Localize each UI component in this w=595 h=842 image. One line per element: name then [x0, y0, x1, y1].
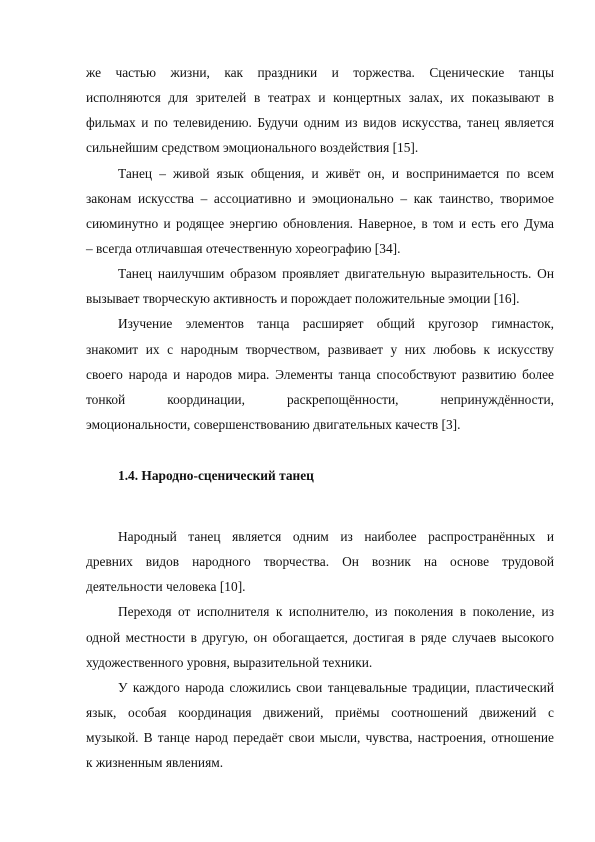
text-line: знакомит их с народным творчеством, развивает у них любовь к искусству	[86, 341, 554, 357]
text-line: вызывает творческую активность и порождает положительные эмоции [16].	[86, 291, 520, 307]
text-line: Переходя от исполнителя к исполнителю, из поколения в поколение, из	[118, 604, 554, 620]
text-line: тонкой координации, раскрепощённости, непринуждённости,	[86, 391, 554, 407]
text-line: законам искусства – ассоциативно и эмоционально – как таинство, творимое	[86, 190, 554, 206]
text-line: – всегда отличавшая отечественную хореографию [34].	[86, 240, 401, 256]
text-line: Танец – живой язык общения, и живёт он, и воспринимается по всем	[118, 165, 554, 181]
text-line: древних видов народного творчества. Он возник на основе трудовой	[86, 554, 554, 570]
text-line: сиюминутно и родящее энергию обновления. Наверное, в том и есть его Дума	[86, 215, 554, 231]
body-text-bottom	[86, 524, 554, 775]
text-line: У каждого народа сложились свои танцевальные традиции, пластический	[118, 679, 554, 695]
text-line: Народный танец является одним из наиболее распространённых и	[118, 529, 554, 544]
text-line: исполняются для зрителей в театрах и концертных залах, их показывают в	[86, 90, 554, 106]
text-line: художественного уровня, выразительной техники.	[86, 654, 373, 670]
text-line: одной местности в другую, он обогащается, достигая в ряде случаев высокого	[86, 629, 554, 645]
text-line: музыкой. В танце народ передаёт свои мысли, чувства, настроения, отношение	[86, 730, 554, 746]
section-heading: 1.4. Народно-сценический танец	[118, 468, 314, 483]
text-line: к жизненным явлениям.	[86, 755, 224, 771]
text-line: своего народа и народов мира. Элементы танца способствуют развитию более	[86, 366, 554, 382]
text-line: язык, особая координация движений, приёмы соотношений движений с	[86, 704, 554, 720]
text-line: эмоциональности, совершенствованию двигательных качеств [3].	[86, 416, 461, 432]
text-line: Танец наилучшим образом проявляет двигательную выразительность. Он	[118, 266, 554, 282]
body-text-top	[86, 60, 554, 437]
text-line: сильнейшим средством эмоционального воздействия [15].	[86, 140, 419, 156]
text-line: Изучение элементов танца расширяет общий кругозор гимнасток,	[118, 316, 554, 332]
text-line: же частью жизни, как праздники и торжества. Сценические танцы	[86, 65, 554, 80]
text-line: деятельности человека [10].	[86, 579, 246, 595]
text-line: фильмах и по телевидению. Будучи одним из видов искусства, танец является	[86, 115, 554, 131]
